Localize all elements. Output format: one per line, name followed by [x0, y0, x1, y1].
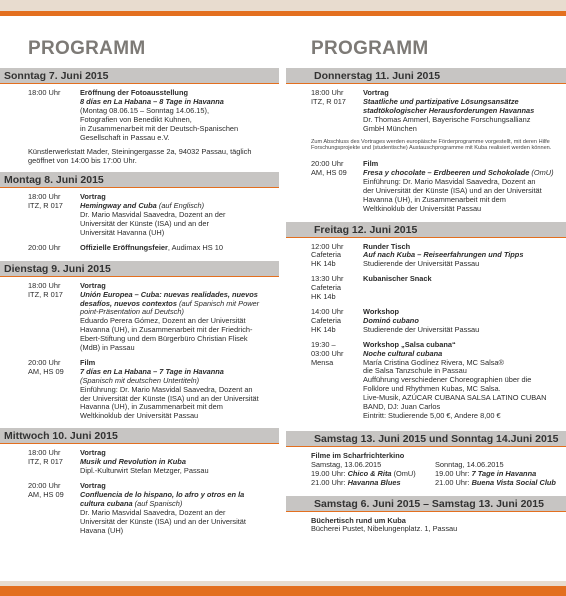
event-location-note: geöffnet von 14:00 bis 17:00 Uhr.	[28, 156, 137, 166]
event-room: ITZ, R 017	[311, 96, 346, 106]
top-decor-bar	[0, 0, 566, 16]
event-language-note: (OmU)	[531, 168, 554, 178]
event-detail: María Cristina Godínez Rivera, MC Salsa®	[363, 357, 504, 367]
event-detail: (Montag 08.06.15 – Sonntag 14.06.15),	[80, 105, 210, 115]
event-time: 18:00 Uhr	[28, 280, 61, 290]
event-room: HK 14b	[311, 324, 336, 334]
event-time: 18:00 Uhr	[28, 192, 61, 202]
event-title: Offizielle Eröffnungsfeier	[80, 242, 168, 252]
event-subtitle: desafíos, nuevos contextos	[80, 298, 177, 308]
event-title: Vortrag	[80, 192, 106, 202]
event-detail: Einführung: Dr. Mario Masvidal Saavedra, Dozent an	[363, 176, 536, 186]
film-time: 21.00 Uhr:	[435, 477, 470, 487]
event-detail: Havanna (UH), in Zusammenarbeit mit der Friedrich-	[80, 325, 253, 335]
talk-footnote: Zum Abschluss des Vortrages werden europäische Förderprogramme vorgestellt, mit deren Hilfe	[311, 138, 550, 145]
event-room: ITZ, R 017	[28, 289, 63, 299]
event-thursday-film	[283, 160, 566, 213]
event-subtitle: Noche cultural cubana	[363, 348, 443, 358]
event-sunday-opening	[0, 89, 283, 142]
day-heading-sunday: Sonntag 7. Juni 2015	[0, 68, 279, 84]
event-detail: Eduardo Perera Gómez, Dozent an der Universität	[80, 316, 246, 326]
event-subtitle: Fresa y chocolate – Erdbeeren und Schokolade	[363, 168, 530, 178]
page-title-left: PROGRAMM	[28, 38, 146, 59]
cinema-schedule	[283, 461, 566, 488]
event-detail: Dr. Thomas Ammerl, Bayerische Forschungsallianz	[363, 114, 531, 124]
event-detail: Havanna (UH), in Zusammenarbeit mit dem	[80, 402, 223, 412]
event-tuesday-film	[0, 359, 283, 421]
event-room: ITZ, R 017	[28, 457, 63, 467]
film-time: 19.00 Uhr:	[311, 468, 346, 478]
event-tuesday-talk	[0, 282, 283, 353]
event-title: Vortrag	[80, 280, 106, 290]
event-room: Mensa	[311, 357, 334, 367]
film-time: 19.00 Uhr:	[435, 468, 470, 478]
event-room: HK 14b	[311, 292, 336, 302]
event-title: Workshop „Salsa cubana“	[363, 339, 456, 349]
event-detail: Dr. Mario Masvidal Saavedra, Dozent an der	[80, 210, 226, 220]
event-time: 18:00 Uhr	[28, 88, 61, 97]
film-time: 21.00 Uhr:	[311, 477, 346, 487]
event-detail: BAND, DJ: Juan Carlos	[363, 402, 441, 412]
event-time: 14:00 Uhr	[311, 307, 344, 316]
event-detail: Live-Musik, AZÚCAR CUBANA SALSA LATINO CUBAN	[363, 393, 547, 403]
left-column	[0, 30, 283, 535]
event-detail: Studierende der Universität Passau	[363, 259, 480, 269]
event-detail: Havanna (UH), in Zusammenarbeit mit dem	[363, 194, 506, 204]
film-title: Havanna Blues	[347, 477, 401, 487]
event-room: AM, HS 09	[28, 489, 64, 499]
event-detail: Einführung: Dr. Mario Masvidal Saavedra, Dozent an	[80, 384, 253, 394]
event-title: Vortrag	[80, 481, 106, 490]
event-language-note: point-Präsentation auf Deutsch)	[80, 307, 184, 317]
event-friday-snack	[283, 275, 566, 302]
event-subtitle: Hemingway and Cuba	[80, 201, 157, 211]
event-room: Cafeteria	[311, 315, 341, 325]
event-detail: in Zusammenarbeit mit der Deutsch-Spanischen	[80, 123, 239, 133]
event-time: 20:00 Uhr	[28, 481, 61, 490]
event-detail: Dr. Mario Masvidal Saavedra, Dozent an der	[80, 507, 226, 517]
event-title: Vortrag	[80, 448, 106, 458]
event-detail: die Salsa Tanzschule in Passau	[363, 366, 467, 376]
event-detail: Universität der Künste (ISA) und an der	[80, 218, 209, 228]
event-detail: Folklore und Rhythmen Kubas, MC Salsa.	[363, 384, 501, 394]
day-heading-thursday: Donnerstag 11. Juni 2015	[286, 68, 566, 84]
event-detail: (MdB) in Passau	[80, 343, 135, 353]
event-subtitle: Staatliche und partizipative Lösungsansätze	[363, 96, 519, 106]
event-language-note: (auf Englisch)	[158, 201, 205, 211]
event-detail: Gesellschaft in Passau e.V.	[80, 132, 170, 142]
event-monday-opening	[0, 244, 283, 253]
event-detail: Havana (UH)	[80, 525, 124, 535]
event-subtitle: Auf nach Kuba – Reiseerfahrungen und Tipps	[363, 250, 524, 260]
event-detail: Studierende der Universität Passau	[363, 324, 480, 334]
event-title: Kubanischer Snack	[363, 274, 432, 284]
event-detail: Eintritt: Studierende 5,00 €, Andere 8,00 €	[363, 410, 501, 420]
film-language-note: (OmU)	[391, 468, 416, 478]
event-time: 18:00 Uhr	[311, 88, 344, 97]
event-wednesday-talk2	[0, 482, 283, 535]
event-title: Eröffnung der Fotoausstellung	[80, 88, 188, 97]
day-heading-friday: Freitag 12. Juni 2015	[286, 222, 566, 238]
page-title-right: PROGRAMM	[311, 38, 429, 59]
event-wednesday-talk1	[0, 449, 283, 476]
event-subtitle: Musik und Revolution in Kuba	[80, 457, 186, 467]
film-title: Chico & Rita	[347, 468, 392, 478]
event-detail: Universität Havanna (UH)	[80, 227, 165, 237]
event-thursday-talk	[283, 89, 566, 134]
event-friday-domino	[283, 308, 566, 335]
event-subtitle: cultura cubana	[80, 498, 133, 508]
event-time: 18:00 Uhr	[28, 448, 61, 458]
event-friday-roundtable	[283, 243, 566, 270]
bookstall-location: Bücherei Pustet, Nibelungenplatz. 1, Passau	[311, 524, 458, 534]
event-subtitle: 8 días en La Habana – 8 Tage in Havanna	[80, 96, 224, 106]
event-room: ITZ, R 017	[28, 201, 63, 211]
film-title: 7 Tage in Havanna	[471, 468, 537, 478]
event-detail: Ebert-Stiftung und dem Bürgerbüro Christian Flisek	[80, 334, 248, 344]
event-time: 20:00 Uhr	[28, 242, 61, 252]
event-detail: Weltkinoklub der Universität Passau	[80, 411, 199, 421]
event-room: AM, HS 09	[311, 168, 347, 178]
event-title: Film	[80, 357, 96, 367]
event-room: AM, HS 09	[28, 366, 64, 376]
event-subtitle: stadtökologischer Herausforderungen Havannas	[363, 105, 535, 115]
event-detail: Weltkinoklub der Universität Passau	[363, 203, 482, 213]
bookstall-title: Büchertisch rund um Kuba	[311, 515, 406, 525]
cinema-day-heading: Samstag, 13.06.2015	[311, 459, 382, 469]
talk-footnote: Forschungsprojekte und (studentische) Austauschprogramme mit Kuba realisiert werden können.	[311, 145, 552, 152]
day-heading-wednesday: Mittwoch 10. Juni 2015	[0, 428, 279, 444]
event-time: 13:30 Uhr	[311, 274, 344, 284]
event-language-note: (auf Spanisch)	[134, 498, 183, 508]
event-room: Cafeteria	[311, 250, 341, 260]
event-title: Vortrag	[363, 88, 389, 97]
event-language-note: (Spanisch mit deutschen Untertiteln)	[80, 375, 200, 385]
event-detail: Dipl.-Kulturwirt Stefan Metzger, Passau	[80, 466, 209, 476]
event-detail: der Universität der Künste (ISA) und an der Universität	[80, 393, 259, 403]
event-detail: der Universität der Künste (ISA) und an der Universität	[363, 185, 542, 195]
event-location-note: Künstlerwerkstatt Mader, Steiningergasse 2a, 94032 Passau, täglich	[28, 147, 252, 157]
event-title: Workshop	[363, 307, 399, 316]
right-column	[283, 30, 566, 534]
event-subtitle: 7 días en La Habana – 7 Tage in Havanna	[80, 366, 224, 376]
film-title: Buena Vista Social Club	[471, 477, 556, 487]
event-title: Runder Tisch	[363, 241, 411, 251]
event-time: 03:00 Uhr	[311, 348, 344, 358]
event-friday-salsa	[283, 341, 566, 421]
event-language-note: (auf Spanisch mit Power	[179, 298, 260, 308]
cinema-day-heading: Sonntag, 14.06.2015	[435, 459, 504, 469]
event-room: HK 14b	[311, 259, 336, 269]
event-time: 19:30 –	[311, 339, 336, 349]
event-monday-talk	[0, 193, 283, 238]
event-detail: Aufführung verschiedener Choreographien über die	[363, 375, 532, 385]
event-time: 12:00 Uhr	[311, 241, 344, 251]
event-detail: GmbH München	[363, 123, 417, 133]
event-subtitle: Unión Europea – Cuba: nuevas realidades, nuevos	[80, 289, 258, 299]
event-detail: Universität der Künste (ISA) und an der Universität	[80, 516, 246, 526]
event-room: Cafeteria	[311, 283, 341, 293]
event-title: Film	[363, 159, 379, 169]
event-time: 20:00 Uhr	[28, 357, 61, 367]
cinema-title: Filme im Scharfrichterkino	[311, 450, 405, 460]
day-heading-monday: Montag 8. Juni 2015	[0, 172, 279, 188]
day-heading-tuesday: Dienstag 9. Juni 2015	[0, 261, 279, 277]
event-room: , Audimax HS 10	[167, 242, 223, 252]
event-subtitle: Confluencia de lo hispano, lo afro y otros en la	[80, 489, 245, 499]
day-heading-weekend: Samstag 13. Juni 2015 und Sonntag 14.Juni 2015	[286, 431, 566, 447]
event-time: 20:00 Uhr	[311, 159, 344, 169]
event-detail: Fotografien von Benedikt Kuhnen,	[80, 114, 192, 124]
day-heading-books: Samstag 6. Juni 2015 – Samstag 13. Juni 2015	[286, 496, 566, 512]
event-subtitle: Dominó cubano	[363, 315, 419, 325]
bottom-decor-bar	[0, 586, 566, 596]
